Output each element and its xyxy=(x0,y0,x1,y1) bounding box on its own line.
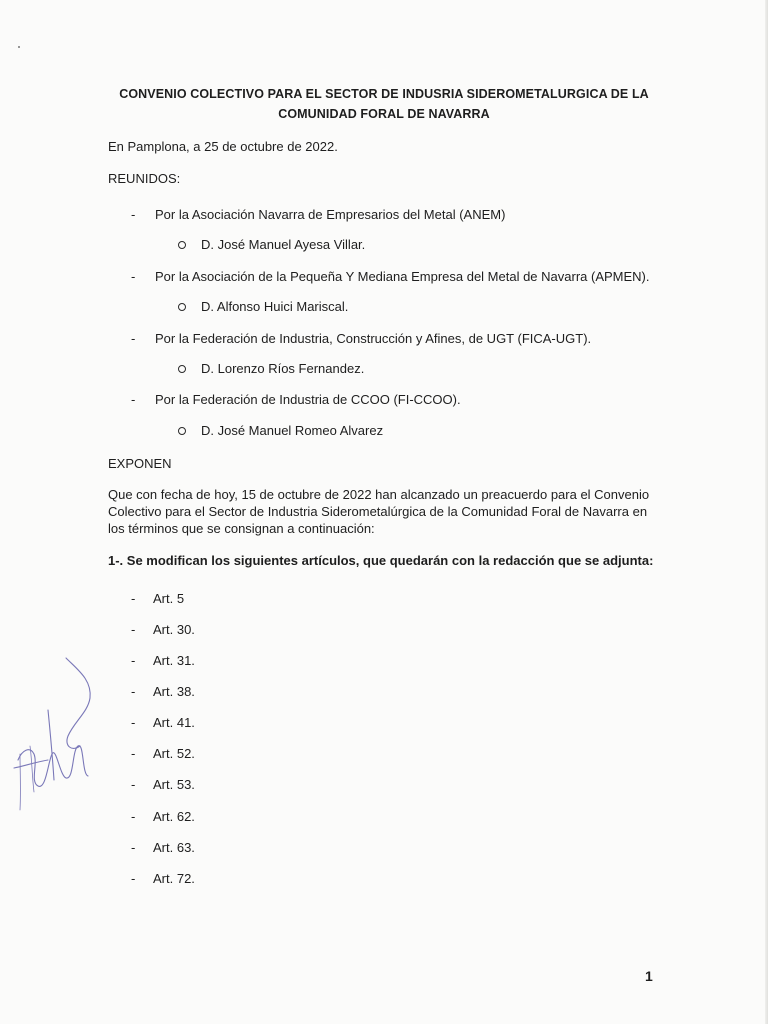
place-date: En Pamplona, a 25 de octubre de 2022. xyxy=(108,139,338,154)
circle-bullet-icon xyxy=(178,365,186,373)
section-1-heading: 1-. Se modifican los siguientes artículos, que quedarán con la redacción que se adjunta: xyxy=(108,553,654,568)
party-name: Por la Asociación Navarra de Empresarios del Metal (ANEM) xyxy=(155,207,506,222)
article-item: Art. 52. xyxy=(153,746,195,761)
dash-bullet: - xyxy=(131,777,136,792)
dash-bullet: - xyxy=(131,207,136,222)
paragraph-line: Que con fecha de hoy, 15 de octubre de 2022 han alcanzado un preacuerdo para el Convenio xyxy=(108,487,650,502)
title-line-1: CONVENIO COLECTIVO PARA EL SECTOR DE INDUSRIA SIDEROMETALURGICA DE LA xyxy=(119,87,649,101)
exponen-heading: EXPONEN xyxy=(108,456,172,471)
article-item: Art. 30. xyxy=(153,622,195,637)
dash-bullet: - xyxy=(131,715,136,730)
party-name: Por la Federación de Industria de CCOO (FI-CCOO). xyxy=(155,392,461,407)
dash-bullet: - xyxy=(131,653,136,668)
dash-bullet: - xyxy=(131,269,136,284)
scan-speck xyxy=(18,46,20,48)
article-item: Art. 63. xyxy=(153,840,195,855)
dash-bullet: - xyxy=(131,684,136,699)
circle-bullet-icon xyxy=(178,241,186,249)
exponen-paragraph xyxy=(108,486,668,537)
title-line-2: COMUNIDAD FORAL DE NAVARRA xyxy=(278,107,490,121)
representative-name: D. Lorenzo Ríos Fernandez. xyxy=(201,361,365,376)
dash-bullet: - xyxy=(131,591,136,606)
paragraph-line: los términos que se consignan a continuación: xyxy=(108,521,375,536)
document-title xyxy=(90,84,678,124)
signature-icon xyxy=(8,650,118,820)
article-item: Art. 38. xyxy=(153,684,195,699)
dash-bullet: - xyxy=(131,809,136,824)
party-name: Por la Federación de Industria, Construcción y Afines, de UGT (FICA-UGT). xyxy=(155,331,592,346)
circle-bullet-icon xyxy=(178,303,186,311)
dash-bullet: - xyxy=(131,392,136,407)
party-name: Por la Asociación de la Pequeña Y Mediana Empresa del Metal de Navarra (APMEN). xyxy=(155,269,650,284)
reunidos-heading: REUNIDOS: xyxy=(108,171,181,186)
dash-bullet: - xyxy=(131,622,136,637)
article-item: Art. 62. xyxy=(153,809,195,824)
article-item: Art. 31. xyxy=(153,653,195,668)
representative-name: D. Alfonso Huici Mariscal. xyxy=(201,299,349,314)
article-item: Art. 5 xyxy=(153,591,185,606)
dash-bullet: - xyxy=(131,746,136,761)
dash-bullet: - xyxy=(131,331,136,346)
paragraph-line: Colectivo para el Sector de Industria Siderometalúrgica de la Comunidad Foral de Navarra en xyxy=(108,504,648,519)
representative-name: D. José Manuel Romeo Alvarez xyxy=(201,423,384,438)
dash-bullet: - xyxy=(131,840,136,855)
article-item: Art. 72. xyxy=(153,871,195,886)
circle-bullet-icon xyxy=(178,427,186,435)
article-item: Art. 53. xyxy=(153,777,195,792)
page-number: 1 xyxy=(645,968,653,984)
dash-bullet: - xyxy=(131,871,136,886)
representative-name: D. José Manuel Ayesa Villar. xyxy=(201,237,366,252)
article-item: Art. 41. xyxy=(153,715,195,730)
